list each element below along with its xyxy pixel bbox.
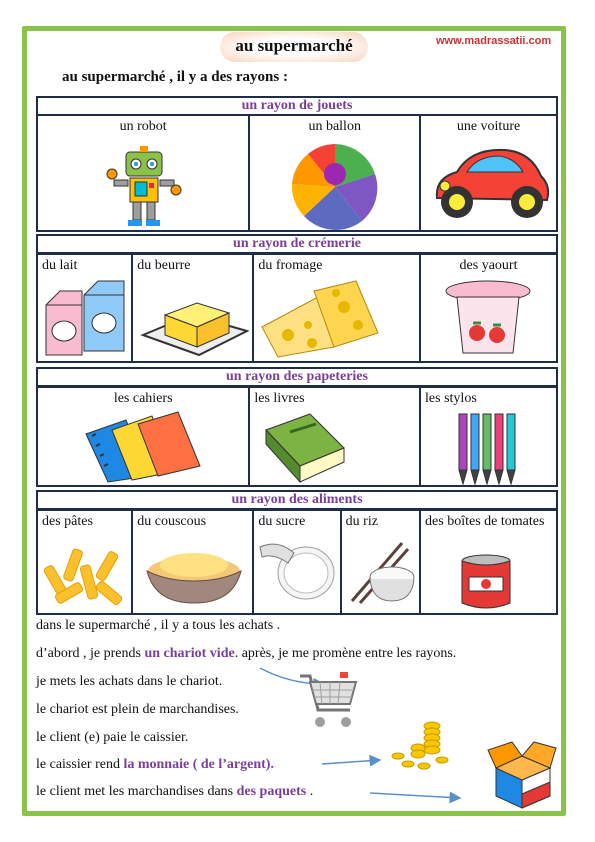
highlight-monnaie: la monnaie ( de l’argent).	[123, 757, 274, 772]
cell-robot	[38, 116, 250, 230]
highlight-paquets: des paquets	[236, 784, 307, 799]
book-icon	[260, 410, 350, 486]
page-title: au supermarché	[235, 36, 353, 55]
cell-ball	[250, 116, 421, 230]
paragraph-line-5: le client (e) paie le caissier.	[36, 730, 189, 745]
cell-pens	[421, 388, 556, 485]
label-cheese: du fromage	[258, 258, 323, 273]
tomato-can-icon	[457, 553, 515, 611]
cell-tomato-cans	[421, 511, 556, 613]
cell-milk	[38, 255, 133, 361]
notebooks-icon	[82, 410, 208, 484]
cell-couscous	[133, 511, 254, 613]
cheese-icon	[258, 277, 382, 359]
section-title-aliments: un rayon des aliments	[36, 490, 558, 510]
label-sugar: du sucre	[258, 514, 306, 529]
label-rice: du riz	[345, 514, 378, 529]
intro-text: au supermarché , il y a des rayons :	[62, 69, 288, 85]
grid-jouets	[36, 114, 558, 232]
paragraph-line-1: dans le supermarché , il y a tous les achats .	[36, 618, 281, 633]
cart-icon	[298, 670, 360, 732]
paragraph-line-3: je mets les achats dans le chariot.	[36, 674, 223, 689]
label-ball: un ballon	[308, 119, 361, 134]
label-pens: les stylos	[425, 391, 477, 406]
highlight-chariot: un chariot vide	[144, 646, 235, 661]
section-title-papeteries: un rayon des papeteries	[36, 367, 558, 387]
butter-icon	[139, 287, 249, 357]
label-car: une voiture	[456, 119, 521, 134]
label-pasta: des pâtes	[42, 514, 93, 529]
box-icon	[486, 738, 558, 810]
grid-cremerie	[36, 253, 558, 363]
label-notebooks: les cahiers	[113, 391, 173, 406]
arrow-to-coins	[322, 760, 380, 764]
cell-cheese	[254, 255, 421, 361]
line7-end: .	[306, 784, 314, 799]
cell-book	[250, 388, 421, 485]
pasta-icon	[44, 535, 128, 611]
label-butter: du beurre	[137, 258, 191, 273]
robot-icon	[104, 144, 184, 228]
cell-car	[421, 116, 556, 230]
arrow-to-box	[370, 793, 460, 798]
grid-aliments	[36, 509, 558, 615]
cell-pasta	[38, 511, 133, 613]
rice-icon	[346, 533, 418, 607]
cell-rice	[342, 511, 421, 613]
line7-start: le client met les marchandises dans	[36, 784, 237, 799]
paragraph-line-4: le chariot est plein de marchandises.	[36, 702, 239, 717]
cell-sugar	[254, 511, 341, 613]
milk-icon	[42, 275, 130, 359]
label-tomato-cans: des boîtes de tomates	[425, 514, 545, 529]
cell-butter	[133, 255, 254, 361]
cell-notebooks	[38, 388, 250, 485]
website-link[interactable]: www.madrassatii.com	[436, 35, 552, 47]
coins-icon	[388, 716, 450, 772]
label-milk: du lait	[42, 258, 78, 273]
yogurt-icon	[443, 277, 533, 359]
label-yogurt: des yaourt	[459, 258, 518, 273]
pens-icon	[455, 408, 521, 486]
sugar-icon	[258, 533, 338, 607]
line6-start: le caissier rend	[36, 757, 124, 772]
line2-start: d’abord , je prends	[36, 646, 145, 661]
label-couscous: du couscous	[137, 514, 207, 529]
line2-end: . après, je me promène entre les rayons.	[234, 646, 457, 661]
cell-yogurt	[421, 255, 556, 361]
car-icon	[427, 142, 553, 226]
label-robot: un robot	[119, 119, 167, 134]
section-title-jouets: un rayon de jouets	[36, 96, 558, 116]
couscous-icon	[141, 541, 247, 607]
ball-icon	[292, 144, 378, 230]
grid-papeteries	[36, 386, 558, 487]
section-title-cremerie: un rayon de crémerie	[36, 234, 558, 254]
label-book: les livres	[254, 391, 305, 406]
